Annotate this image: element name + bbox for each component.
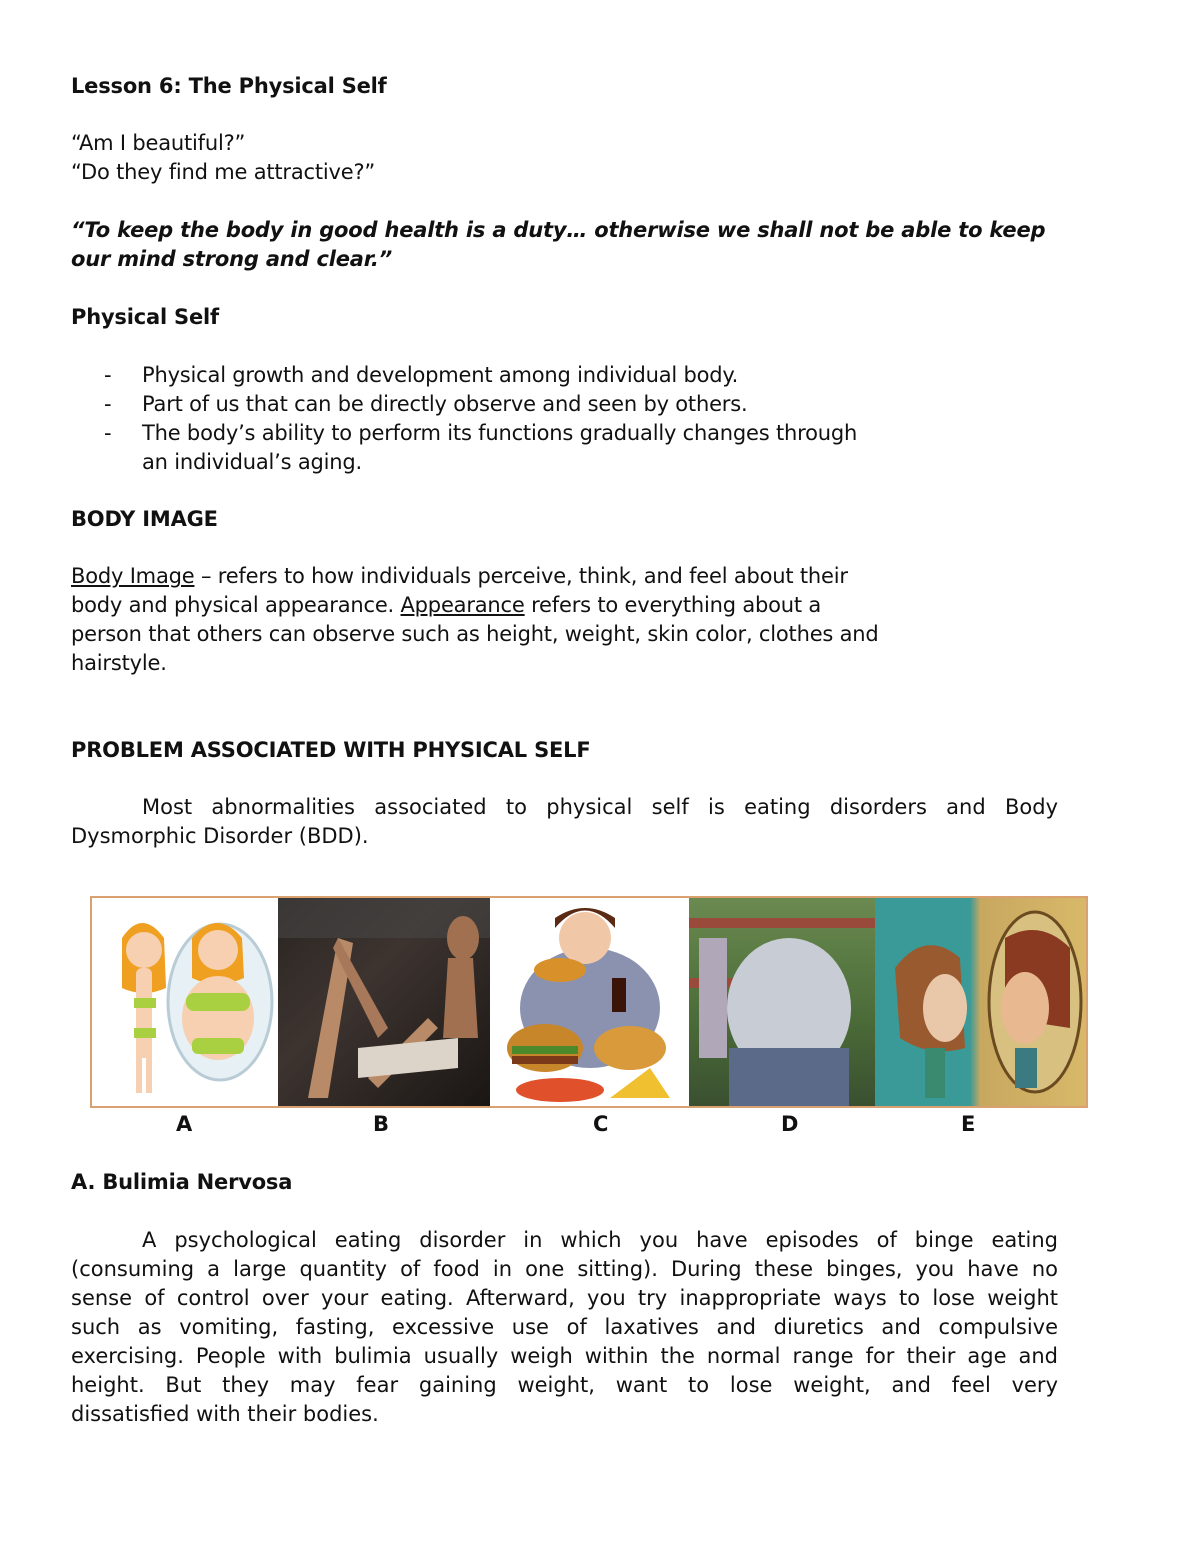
bulimia-paragraph bbox=[71, 1226, 1058, 1429]
physical-self-heading: Physical Self bbox=[71, 305, 219, 329]
term-appearance: Appearance bbox=[400, 593, 525, 617]
panel-d-photo bbox=[689, 898, 875, 1106]
bulimia-line: such as vomiting, fasting, excessive use of laxatives and diuretics and compulsive bbox=[71, 1315, 1058, 1339]
eating-disorder-figure bbox=[90, 896, 1088, 1108]
panel-a-cartoon-image bbox=[92, 898, 278, 1106]
figure-caption: E bbox=[961, 1112, 976, 1136]
panel-c-photo bbox=[490, 898, 689, 1106]
body-image-line-2 bbox=[71, 591, 821, 620]
bullet-item: The body’s ability to perform its functions gradually changes through bbox=[142, 421, 858, 445]
bullet-dash: - bbox=[104, 363, 112, 387]
panel-b-photo bbox=[278, 898, 490, 1106]
bullet-item: Part of us that can be directly observe and seen by others. bbox=[142, 392, 748, 416]
panel-e-drawing bbox=[875, 898, 1086, 1106]
quote-line-1: “To keep the body in good health is a duty… otherwise we shall not be able to keep bbox=[71, 218, 1046, 242]
problem-paragraph bbox=[71, 793, 1058, 851]
bulimia-heading: A. Bulimia Nervosa bbox=[71, 1170, 293, 1194]
bulimia-line: height. But they may fear gaining weight, want to lose weight, and feel very bbox=[71, 1373, 1058, 1397]
bulimia-line: sense of control over your eating. Afterward, you try inappropriate ways to lose weight bbox=[71, 1286, 1058, 1310]
bullet-dash: - bbox=[104, 392, 112, 416]
quote-line-2: our mind strong and clear.” bbox=[71, 247, 393, 271]
bullet-item: Physical growth and development among individual body. bbox=[142, 363, 739, 387]
bulimia-line: (consuming a large quantity of food in one sitting). During these binges, you have no bbox=[71, 1257, 1058, 1281]
problem-line-1: Most abnormalities associated to physical self is eating disorders and Body bbox=[142, 795, 1058, 819]
body-image-line-1 bbox=[71, 562, 848, 591]
problem-heading: PROBLEM ASSOCIATED WITH PHYSICAL SELF bbox=[71, 738, 591, 762]
question-1: “Am I beautiful?” bbox=[71, 131, 246, 155]
bulimia-line: A psychological eating disorder in which you have episodes of binge eating bbox=[142, 1228, 1058, 1252]
bulimia-line: exercising. People with bulimia usually weigh within the normal range for their age and bbox=[71, 1344, 1058, 1368]
figure-caption: B bbox=[373, 1112, 390, 1136]
figure-caption: A bbox=[176, 1112, 193, 1136]
problem-line-2: Dysmorphic Disorder (BDD). bbox=[71, 824, 369, 848]
body-image-text: body and physical appearance. bbox=[71, 593, 401, 617]
lesson-title: Lesson 6: The Physical Self bbox=[71, 74, 387, 98]
bullet-item-continuation: an individual’s aging. bbox=[142, 450, 363, 474]
figure-caption: D bbox=[781, 1112, 799, 1136]
term-body-image: Body Image bbox=[71, 564, 195, 588]
appearance-def: refers to everything about a bbox=[524, 593, 822, 617]
question-2: “Do they find me attractive?” bbox=[71, 160, 376, 184]
figure-caption: C bbox=[593, 1112, 609, 1136]
body-image-line-3: person that others can observe such as height, weight, skin color, clothes and bbox=[71, 622, 879, 646]
body-image-line-4: hairstyle. bbox=[71, 651, 167, 675]
body-image-def: – refers to how individuals perceive, think, and feel about their bbox=[194, 564, 848, 588]
body-image-heading: BODY IMAGE bbox=[71, 507, 218, 531]
bullet-dash: - bbox=[104, 421, 112, 445]
bulimia-line: dissatisfied with their bodies. bbox=[71, 1402, 379, 1426]
